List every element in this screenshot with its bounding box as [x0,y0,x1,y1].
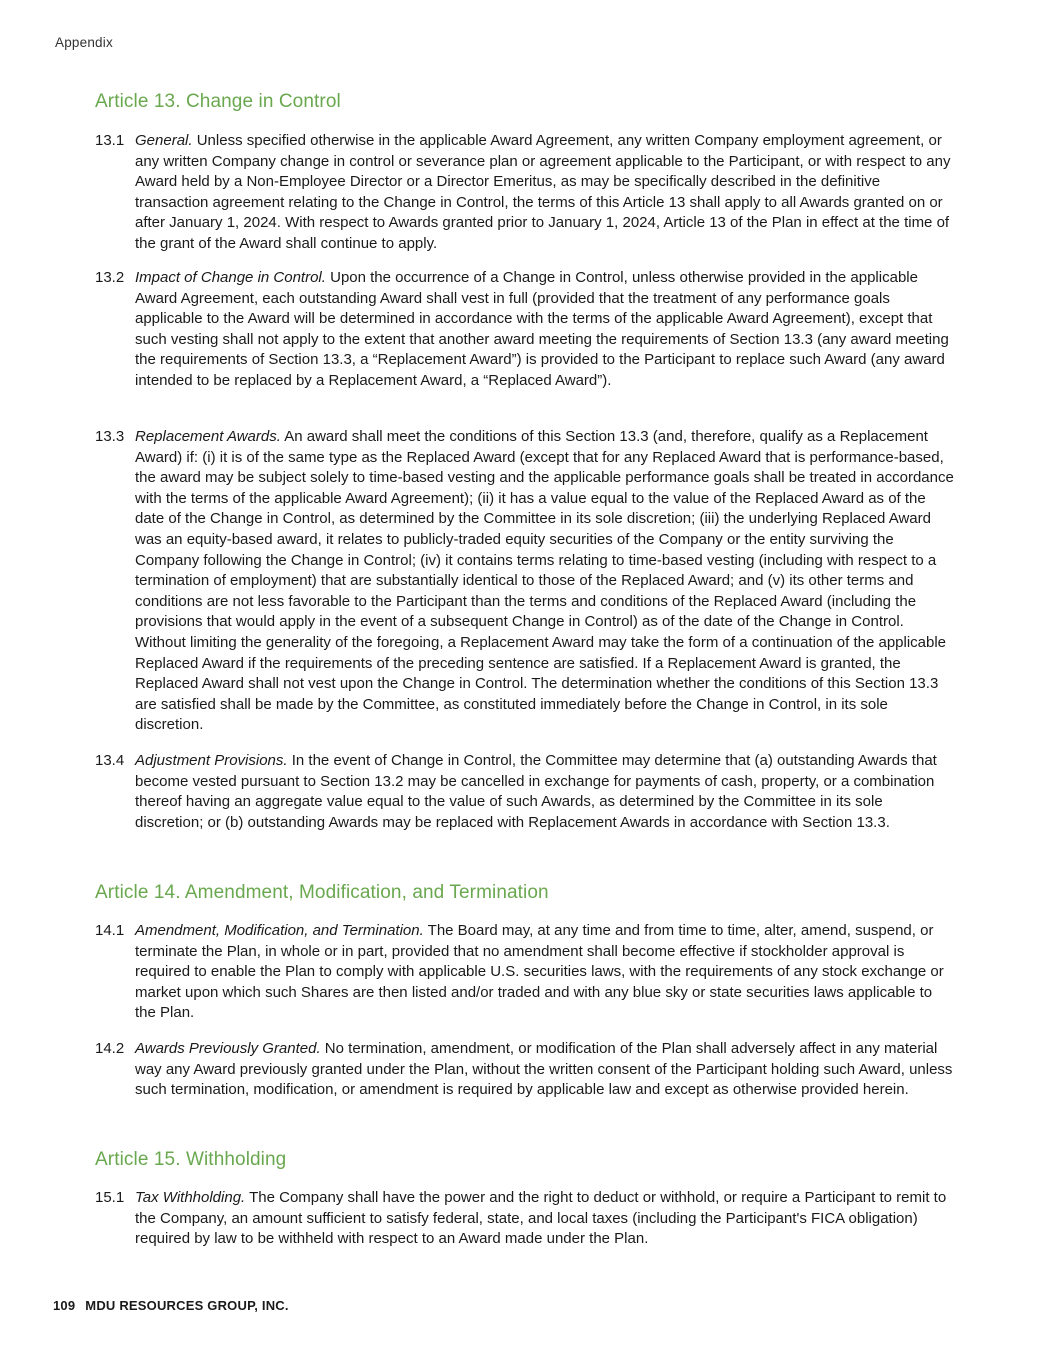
section-13-3 [95,427,955,736]
section-13-2 [95,268,955,392]
article-14-heading: Article 14. Amendment, Modification, and Termination [95,882,549,903]
article-15-heading: Article 15. Withholding [95,1149,287,1170]
page-footer [53,1298,289,1313]
section-text: Upon the occurrence of a Change in Control, unless otherwise provided in the applicable Award Agreement, each outstanding Award shall vest in full (provided that the treatment of any performance goals applicable to the Award will be determined in accordance with the terms of the applicable Award Agreement), except that such vesting shall not apply to the extent that another award meeting the requirements of Section 13.3 (any award meeting the requirements of Section 13.3, a “Replacement Award”) is provided to the Participant to replace such Award (any award intended to be replaced by a Replacement Award, a “Replaced Award”). [135,269,949,389]
section-number: 14.2 [95,1040,125,1057]
section-text: Unless specified otherwise in the applicable Award Agreement, any written Company employment agreement, or any written Company change in control or severance plan or agreement applicable to the Participant, or with respect to any Award held by a Non-Employee Director or a Director Emeritus, as may be specifically described in the definitive transaction agreement relating to the Change in Control, the terms of this Article 13 shall apply to all Awards granted on or after January 1, 2024. With respect to Awards granted prior to January 1, 2024, Article 13 of the Plan in effect at the time of the grant of the Award shall continue to apply. [135,132,951,252]
section-lead: Amendment, Modification, and Termination. [135,922,424,939]
section-text: The Company shall have the power and the right to deduct or withhold, or require a Participant to remit to the Company, an amount sufficient to satisfy federal, state, and local taxes (including the Participant's FICA obligation) required by law to be withheld with respect to an Award made under the Plan. [135,1189,947,1248]
section-body [135,268,955,392]
page-number: 109 [53,1298,76,1313]
section-body [135,921,955,1024]
section-body [135,1039,955,1101]
section-lead: General. [135,132,193,149]
section-lead: Impact of Change in Control. [135,269,326,286]
section-number: 13.4 [95,752,125,769]
section-number: 13.3 [95,428,125,445]
footer-company: MDU RESOURCES GROUP, INC. [85,1298,289,1313]
section-text: An award shall meet the conditions of this Section 13.3 (and, therefore, qualify as a Replacement Award) if: (i) it is of the same type as the Replaced Award (except that for any Replaced Award that is performance-based, the award may be subject solely to time-based vesting and the applicable performance goals shall be treated in accordance with the terms of the applicable Award Agreement); (ii) it has a value equal to the value of the Replaced Award as of the date of the Change in Control, as determined by the Committee in its sole discretion; (iii) the underlying Replaced Award was an equity-based award, it relates to publicly-traded equity securities of the Company or the entity surviving the Company following the Change in Control; (iv) it contains terms relating to time-based vesting (including with respect to a termination of employment) that are substantially identical to those of the Replaced Award; and (v) its other terms and conditions are not less favorable to the Participant than the terms and conditions of the Replaced Award (including the provisions that would apply in the event of a subsequent Change in Control) as of the date of the Change in Control. Without limiting the generality of the foregoing, a Replacement Award may take the form of a continuation of the applicable Replaced Award if the requirements of the preceding sentence are satisfied. If a Replacement Award is granted, the Replaced Award shall not vest upon the Change in Control. The determination whether the conditions of this Section 13.3 are satisfied shall be made by the Committee, as constituted immediately before the Change in Control, in its sole discretion. [135,428,954,734]
section-body [135,131,955,255]
section-13-1 [95,131,955,255]
section-body [135,427,955,736]
section-13-4 [95,751,955,833]
section-number: 15.1 [95,1189,125,1206]
section-lead: Tax Withholding. [135,1189,246,1206]
section-text: The Board may, at any time and from time to time, alter, amend, suspend, or terminate the Plan, in whole or in part, provided that no amendment shall become effective if stockholder approval is required to enable the Plan to comply with applicable U.S. securities laws, with the requirements of any stock exchange or market upon which such Shares are then listed and/or traded and with any blue sky or state securities laws applicable to the Plan. [135,922,944,1022]
section-number: 13.2 [95,269,125,286]
section-number: 14.1 [95,922,125,939]
section-body [135,1188,955,1250]
section-lead: Awards Previously Granted. [135,1040,321,1057]
section-body [135,751,955,833]
section-text: In the event of Change in Control, the Committee may determine that (a) outstanding Awards that become vested pursuant to Section 13.2 may be cancelled in exchange for payments of cash, property, or a combination thereof having an aggregate value equal to the value of such Awards, as determined by the Committee in its sole discretion; or (b) outstanding Awards may be replaced with Replacement Awards in accordance with Section 13.3. [135,752,937,831]
section-15-1 [95,1188,955,1250]
section-number: 13.1 [95,132,125,149]
section-14-2 [95,1039,955,1101]
section-lead: Adjustment Provisions. [135,752,288,769]
running-head: Appendix [55,35,113,50]
section-text: No termination, amendment, or modification of the Plan shall adversely affect in any material way any Award previously granted under the Plan, without the written consent of the Participant holding such Award, unless such termination, modification, or amendment is required by applicable law and except as otherwise provided herein. [135,1040,953,1099]
section-lead: Replacement Awards. [135,428,281,445]
section-14-1 [95,921,955,1024]
article-13-heading: Article 13. Change in Control [95,91,341,112]
